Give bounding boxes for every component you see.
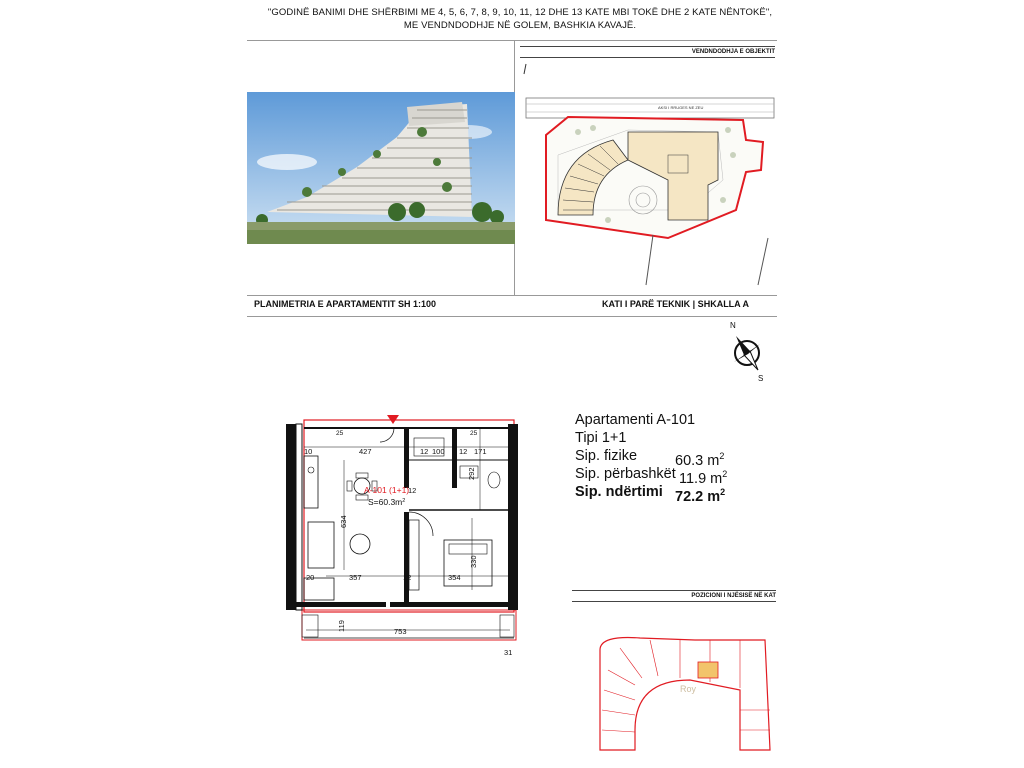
- unit-label: A-101 (1+1): [364, 485, 410, 495]
- info-label: Sip. fizike: [575, 448, 638, 464]
- site-plan-label: VENDNDODHJA E OBJEKTIT: [520, 46, 775, 58]
- info-label: Sip. përbashkët: [575, 466, 676, 482]
- dim-357: 357: [349, 573, 362, 582]
- floor-title: KATI I PARË TEKNIK | SHKALLA A: [602, 299, 750, 309]
- dim-753: 753: [394, 627, 407, 636]
- info-value: 11.9 m: [679, 470, 723, 487]
- header-line-2: ME VENDNDODHJE NË GOLEM, BASHKIA KAVAJË.: [403, 20, 637, 31]
- floor-position-plan: [580, 610, 780, 760]
- middle-rule-2: [247, 316, 777, 317]
- info-unit-sup: 2: [720, 487, 726, 497]
- info-label: Sip. ndërtimi: [575, 484, 663, 500]
- dim-10: 10: [304, 447, 313, 456]
- apartment-name: Apartamenti A-101: [575, 412, 696, 428]
- dim-20: 20: [306, 573, 315, 582]
- position-label: POZICIONI I NJËSISË NË KAT: [572, 590, 776, 602]
- dim-100: 100: [432, 447, 445, 456]
- dim-12: 12: [420, 447, 429, 456]
- dim-119: 119: [337, 620, 346, 632]
- middle-rule: [247, 295, 777, 296]
- info-value: 60.3 m: [675, 452, 720, 469]
- header-line-1: "GODINË BANIMI DHE SHËRBIMI ME 4, 5, 6, 7, 8, 9, 10, 11, 12 DHE 13 KATE MBI TOKË DHE 2 KATE NËNTOKË",: [267, 7, 773, 18]
- dim-427: 427: [359, 447, 372, 456]
- apartment-type: Tipi 1+1: [575, 430, 627, 446]
- document-header: [230, 6, 810, 32]
- info-unit-sup: 2: [719, 451, 725, 461]
- info-row-ndertimi: [575, 483, 775, 505]
- compass-south: S: [758, 374, 764, 383]
- apartment-floorplan: [284, 410, 520, 660]
- dim-25a: 25: [336, 430, 344, 437]
- dim-354: 354: [448, 573, 461, 582]
- road-label: AKSI I RRUGES NE ZEU: [658, 105, 704, 110]
- building-rendering: [247, 92, 515, 244]
- info-row-fizike: [575, 447, 775, 469]
- watermark: Roy: [680, 684, 697, 694]
- unit-highlight: [698, 662, 718, 678]
- top-rule: [247, 40, 777, 41]
- compass-icon: [722, 318, 772, 384]
- dim-12: 12: [459, 447, 468, 456]
- dim-31: 31: [504, 648, 513, 657]
- dim-25b: 25: [470, 430, 478, 437]
- compass-north: N: [730, 321, 736, 330]
- dim-12-vertical: 12: [408, 486, 417, 495]
- unit-area: $S=60.3m^2$: [368, 497, 406, 507]
- plan-title: PLANIMETRIA E APARTAMENTIT SH 1:100: [254, 299, 437, 309]
- info-row-perbashket: [575, 465, 775, 487]
- site-plan: [518, 60, 776, 292]
- info-value: 72.2 m: [675, 488, 721, 505]
- dim-12: 12: [403, 573, 412, 582]
- apartment-info: [575, 411, 775, 505]
- dim-330: 330: [469, 555, 478, 568]
- dim-292: 292: [467, 467, 476, 480]
- dim-634: 634: [339, 515, 348, 528]
- dim-171: 171: [474, 447, 487, 456]
- info-unit-sup: 2: [722, 469, 728, 479]
